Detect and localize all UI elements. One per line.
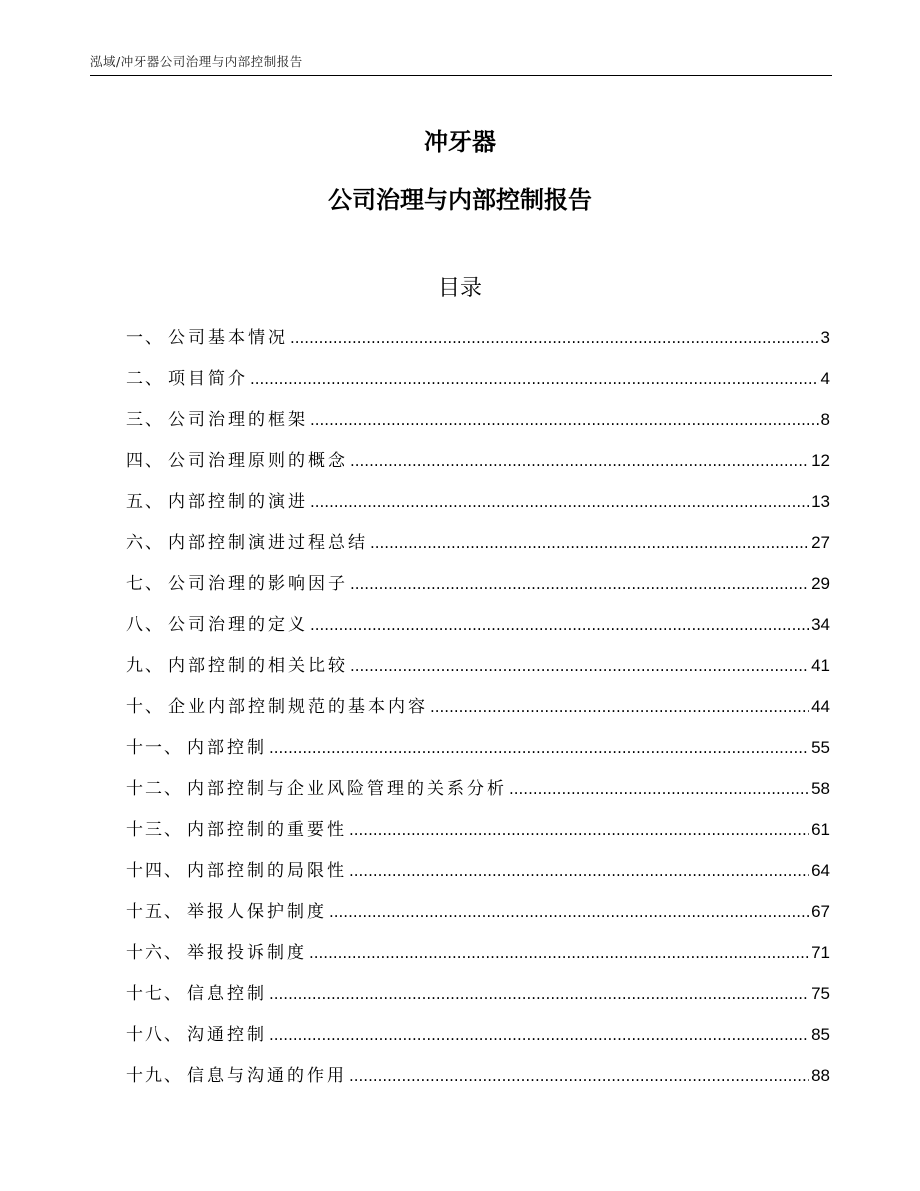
toc-entry[interactable]	[126, 364, 830, 405]
toc-entry-number: 十八	[126, 1025, 164, 1045]
toc-entry[interactable]	[126, 938, 830, 979]
toc-entry-number: 九	[126, 656, 145, 676]
toc-entry-separator: 、	[145, 656, 164, 676]
toc-entry[interactable]	[126, 774, 830, 815]
toc-entry-separator: 、	[145, 410, 164, 430]
toc-entry-separator: 、	[145, 328, 164, 348]
toc-entry-separator: 、	[164, 1066, 183, 1086]
toc-entry-page-number: 29	[811, 574, 830, 593]
toc-entry-number: 四	[126, 451, 145, 471]
toc-dot-leader	[430, 697, 809, 717]
toc-entry[interactable]	[126, 1020, 830, 1061]
toc-entry-label: 内部控制	[187, 738, 267, 758]
toc-entry[interactable]	[126, 487, 830, 528]
toc-entry-number: 十	[126, 697, 145, 717]
toc-entry-page-number: 71	[811, 943, 830, 962]
toc-entry[interactable]	[126, 979, 830, 1020]
toc-entry[interactable]	[126, 323, 830, 364]
toc-dot-leader	[269, 1025, 809, 1045]
toc-entry[interactable]	[126, 610, 830, 651]
toc-entry-label: 举报人保护制度	[187, 902, 327, 922]
toc-entry[interactable]	[126, 651, 830, 692]
toc-entry-number: 十二	[126, 779, 164, 799]
toc-dot-leader	[350, 574, 809, 594]
toc-entry-label: 内部控制演进过程总结	[168, 533, 368, 553]
table-of-contents	[126, 323, 830, 1102]
toc-entry-page-number: 88	[811, 1066, 830, 1085]
toc-entry-separator: 、	[145, 615, 164, 635]
toc-dot-leader	[290, 328, 819, 348]
toc-entry-label: 举报投诉制度	[187, 943, 307, 963]
toc-entry-separator: 、	[164, 943, 183, 963]
toc-dot-leader	[370, 533, 809, 553]
toc-entry-label: 信息与沟通的作用	[187, 1066, 347, 1086]
toc-entry-page-number: 41	[811, 656, 830, 675]
toc-entry-page-number: 85	[811, 1025, 830, 1044]
toc-entry-number: 八	[126, 615, 145, 635]
toc-entry-page-number: 44	[811, 697, 830, 716]
header-divider	[90, 75, 832, 76]
toc-entry-number: 十九	[126, 1066, 164, 1086]
toc-entry-page-number: 27	[811, 533, 830, 552]
toc-entry-label: 公司治理的影响因子	[168, 574, 348, 594]
toc-entry-separator: 、	[145, 697, 164, 717]
toc-entry[interactable]	[126, 1061, 830, 1102]
toc-entry-label: 内部控制的重要性	[187, 820, 347, 840]
toc-entry-label: 内部控制的演进	[168, 492, 308, 512]
toc-entry-label: 信息控制	[187, 984, 267, 1004]
toc-entry-separator: 、	[164, 738, 183, 758]
toc-entry[interactable]	[126, 528, 830, 569]
toc-dot-leader	[269, 738, 809, 758]
toc-entry-number: 七	[126, 574, 145, 594]
toc-entry-separator: 、	[145, 574, 164, 594]
toc-entry-page-number: 58	[811, 779, 830, 798]
toc-entry[interactable]	[126, 856, 830, 897]
toc-entry-label: 内部控制的局限性	[187, 861, 347, 881]
toc-entry-number: 十七	[126, 984, 164, 1004]
toc-dot-leader	[349, 861, 809, 881]
toc-entry-label: 内部控制的相关比较	[168, 656, 348, 676]
toc-dot-leader	[329, 902, 809, 922]
toc-entry-number: 三	[126, 410, 145, 430]
toc-entry[interactable]	[126, 815, 830, 856]
toc-entry-number: 六	[126, 533, 145, 553]
toc-entry-separator: 、	[164, 779, 183, 799]
toc-entry-page-number: 4	[820, 369, 830, 388]
toc-entry-label: 内部控制与企业风险管理的关系分析	[187, 779, 507, 799]
toc-dot-leader	[350, 656, 809, 676]
toc-entry[interactable]	[126, 446, 830, 487]
toc-entry-separator: 、	[145, 451, 164, 471]
toc-entry-label: 公司基本情况	[168, 328, 288, 348]
toc-entry-page-number: 3	[820, 328, 830, 347]
toc-entry[interactable]	[126, 897, 830, 938]
toc-entry-separator: 、	[164, 984, 183, 1004]
toc-entry-number: 一	[126, 328, 145, 348]
toc-entry-page-number: 55	[811, 738, 830, 757]
toc-entry-number: 二	[126, 369, 145, 389]
toc-entry-separator: 、	[164, 861, 183, 881]
toc-entry[interactable]	[126, 569, 830, 610]
toc-dot-leader	[309, 943, 809, 963]
toc-entry-label: 公司治理的框架	[168, 410, 308, 430]
toc-entry-separator: 、	[145, 492, 164, 512]
toc-entry-separator: 、	[145, 533, 164, 553]
toc-dot-leader	[349, 820, 809, 840]
document-title-line1: 冲牙器	[424, 128, 496, 156]
toc-entry-page-number: 34	[811, 615, 830, 634]
toc-entry-page-number: 8	[820, 410, 830, 429]
toc-entry-number: 十五	[126, 902, 164, 922]
toc-entry-number: 十六	[126, 943, 164, 963]
toc-entry-page-number: 12	[811, 451, 830, 470]
toc-dot-leader	[310, 410, 819, 430]
toc-entry-separator: 、	[164, 902, 183, 922]
toc-entry-label: 公司治理的定义	[168, 615, 308, 635]
toc-entry-separator: 、	[145, 369, 164, 389]
toc-entry-page-number: 13	[811, 492, 830, 511]
toc-dot-leader	[250, 369, 819, 389]
toc-entry-label: 项目简介	[168, 369, 248, 389]
toc-entry-number: 十四	[126, 861, 164, 881]
toc-entry-number: 十一	[126, 738, 164, 758]
toc-entry[interactable]	[126, 405, 830, 446]
toc-dot-leader	[509, 779, 809, 799]
toc-entry-page-number: 64	[811, 861, 830, 880]
toc-entry-label: 公司治理原则的概念	[168, 451, 348, 471]
toc-entry-page-number: 61	[811, 820, 830, 839]
document-title-line2: 公司治理与内部控制报告	[328, 186, 592, 214]
toc-entry-number: 十三	[126, 820, 164, 840]
toc-dot-leader	[310, 615, 809, 635]
toc-entry[interactable]	[126, 692, 830, 733]
toc-entry-page-number: 67	[811, 902, 830, 921]
toc-entry-number: 五	[126, 492, 145, 512]
toc-entry-separator: 、	[164, 1025, 183, 1045]
toc-entry-label: 企业内部控制规范的基本内容	[168, 697, 428, 717]
running-header: 泓域/冲牙器公司治理与内部控制报告	[90, 54, 303, 69]
toc-heading: 目录	[437, 276, 482, 301]
toc-entry[interactable]	[126, 733, 830, 774]
toc-entry-separator: 、	[164, 820, 183, 840]
toc-dot-leader	[310, 492, 809, 512]
toc-dot-leader	[350, 451, 809, 471]
toc-entry-label: 沟通控制	[187, 1025, 267, 1045]
toc-dot-leader	[269, 984, 809, 1004]
toc-entry-page-number: 75	[811, 984, 830, 1003]
toc-dot-leader	[349, 1066, 809, 1086]
